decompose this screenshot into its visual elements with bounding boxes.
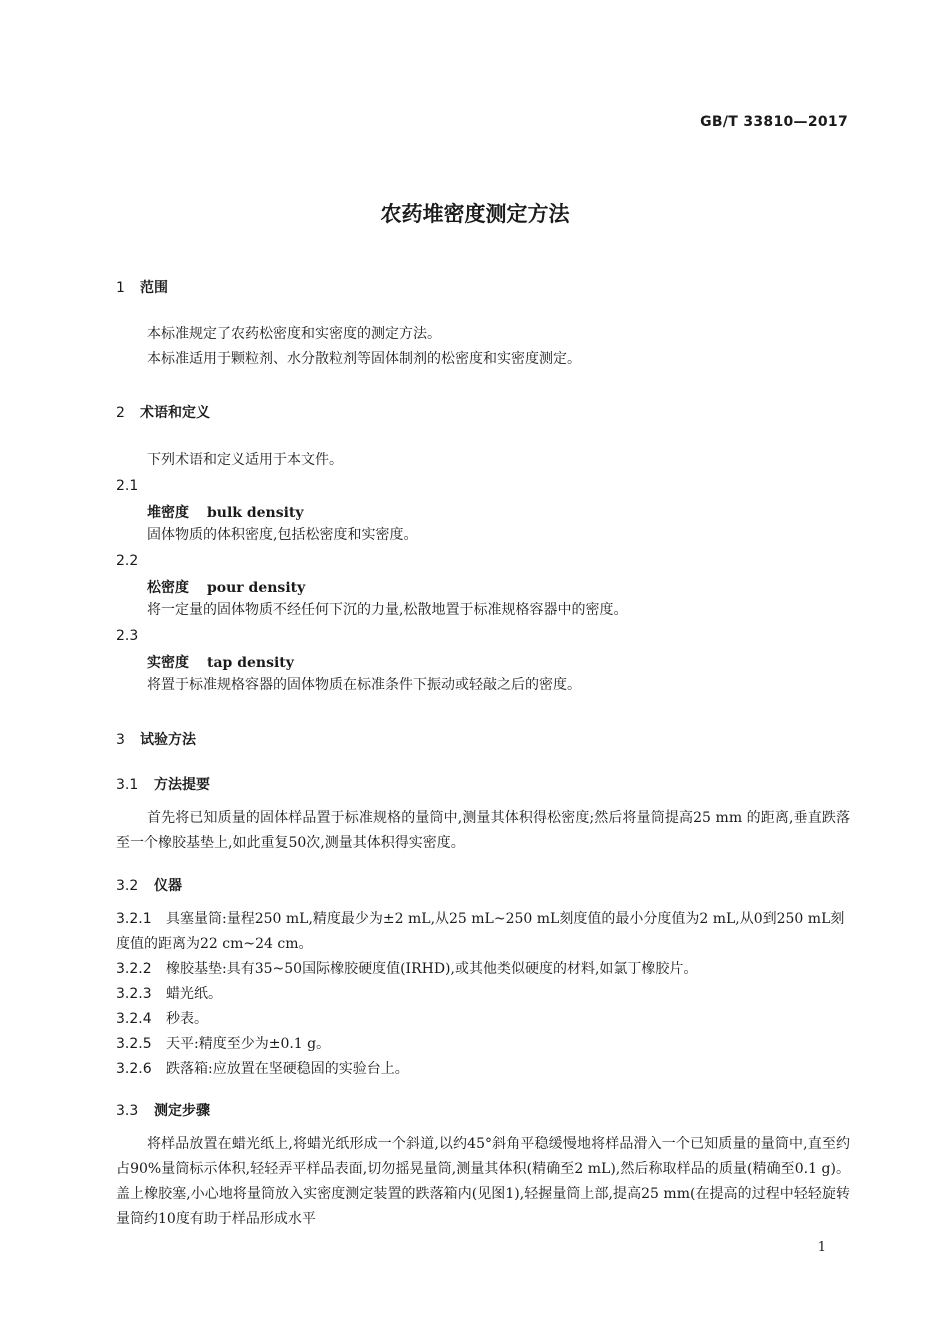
term-heading bbox=[147, 502, 304, 522]
subsection-title: 仪器 bbox=[154, 878, 182, 894]
standard-id: GB/T 33810—2017 bbox=[700, 114, 848, 130]
section-title: 范围 bbox=[140, 280, 168, 296]
term-number: 2.2 bbox=[116, 553, 139, 569]
subsection-3-2-heading bbox=[116, 875, 182, 895]
item-text: 跌落箱:应放置在坚硬稳固的实验台上。 bbox=[166, 1061, 409, 1077]
list-item bbox=[116, 957, 850, 982]
item-number: 3.2.6 bbox=[116, 1061, 152, 1077]
section-number: 3 bbox=[116, 732, 125, 748]
paragraph: 将样品放置在蜡光纸上,将蜡光纸形成一个斜道,以约45°斜角平稳缓慢地将样品滑入一个已知质量的量筒中,直至约占90%量筒标示体积,轻轻弄平样品表面,切勿摇晃量筒,测量其体积(精确至2 mL),然后称取样品的质量(精确至0.1 g)。盖上橡胶塞,小心地将量筒放入实密度测定装置的跌落箱内(见图1),轻握量筒上部,提高25 mm(在提高的过程中轻轻旋转量筒约10度有助于样品形成水平 bbox=[116, 1136, 850, 1227]
term-definition: 固体物质的体积密度,包括松密度和实密度。 bbox=[147, 527, 418, 543]
paragraph: 本标准适用于颗粒剂、水分散粒剂等固体制剂的松密度和实密度测定。 bbox=[147, 351, 581, 367]
item-number: 3.2.3 bbox=[116, 986, 152, 1002]
list-item bbox=[116, 982, 850, 1007]
item-text: 橡胶基垫:具有35~50国际橡胶硬度值(IRHD),或其他类似硬度的材料,如氯丁橡胶片。 bbox=[166, 961, 698, 977]
term-zh: 松密度 bbox=[147, 580, 189, 596]
subsection-3-3-heading bbox=[116, 1100, 210, 1120]
item-text: 秒表。 bbox=[166, 1011, 208, 1027]
paragraph: 本标准规定了农药松密度和实密度的测定方法。 bbox=[147, 326, 441, 342]
section-1-heading bbox=[116, 277, 168, 297]
term-heading bbox=[147, 652, 294, 672]
subsection-number: 3.1 bbox=[116, 777, 139, 793]
document-title: 农药堆密度测定方法 bbox=[380, 202, 570, 226]
section-title: 术语和定义 bbox=[140, 405, 210, 421]
subsection-number: 3.2 bbox=[116, 878, 139, 894]
subsection-title: 方法提要 bbox=[154, 777, 210, 793]
paragraph: 首先将已知质量的固体样品置于标准规格的量筒中,测量其体积得松密度;然后将量筒提高25 mm 的距离,垂直跌落至一个橡胶基垫上,如此重复50次,测量其体积得实密度。 bbox=[116, 810, 850, 851]
page-number: 1 bbox=[817, 1240, 826, 1255]
term-zh: 堆密度 bbox=[147, 505, 189, 521]
list-item bbox=[116, 907, 850, 957]
term-heading bbox=[147, 577, 305, 597]
item-number: 3.2.5 bbox=[116, 1036, 152, 1052]
list-item bbox=[116, 1057, 850, 1082]
item-text: 具塞量筒:量程250 mL,精度最少为±2 mL,从25 mL~250 mL刻度值的最小分度值为2 mL,从0到250 mL刻度值的距离为22 cm~24 cm。 bbox=[116, 911, 845, 952]
item-number: 3.2.1 bbox=[116, 911, 152, 927]
subsection-number: 3.3 bbox=[116, 1103, 139, 1119]
item-text: 蜡光纸。 bbox=[166, 986, 222, 1002]
list-item bbox=[116, 1032, 850, 1057]
term-en: pour density bbox=[207, 580, 306, 596]
item-number: 3.2.2 bbox=[116, 961, 152, 977]
term-zh: 实密度 bbox=[147, 655, 189, 671]
subsection-title: 测定步骤 bbox=[154, 1103, 210, 1119]
section-number: 2 bbox=[116, 405, 125, 421]
section-2-heading bbox=[116, 402, 210, 422]
term-number: 2.3 bbox=[116, 628, 139, 644]
term-definition: 将置于标准规格容器的固体物质在标准条件下振动或轻敲之后的密度。 bbox=[147, 677, 581, 693]
term-en: bulk density bbox=[207, 505, 304, 521]
section-3-heading bbox=[116, 729, 196, 749]
paragraph: 下列术语和定义适用于本文件。 bbox=[147, 452, 343, 468]
item-text: 天平:精度至少为±0.1 g。 bbox=[166, 1036, 331, 1052]
section-title: 试验方法 bbox=[140, 732, 196, 748]
list-item bbox=[116, 1007, 850, 1032]
term-en: tap density bbox=[207, 655, 294, 671]
item-number: 3.2.4 bbox=[116, 1011, 152, 1027]
section-number: 1 bbox=[116, 280, 125, 296]
term-definition: 将一定量的固体物质不经任何下沉的力量,松散地置于标准规格容器中的密度。 bbox=[147, 602, 628, 618]
term-number: 2.1 bbox=[116, 478, 139, 494]
subsection-3-1-heading bbox=[116, 774, 210, 794]
